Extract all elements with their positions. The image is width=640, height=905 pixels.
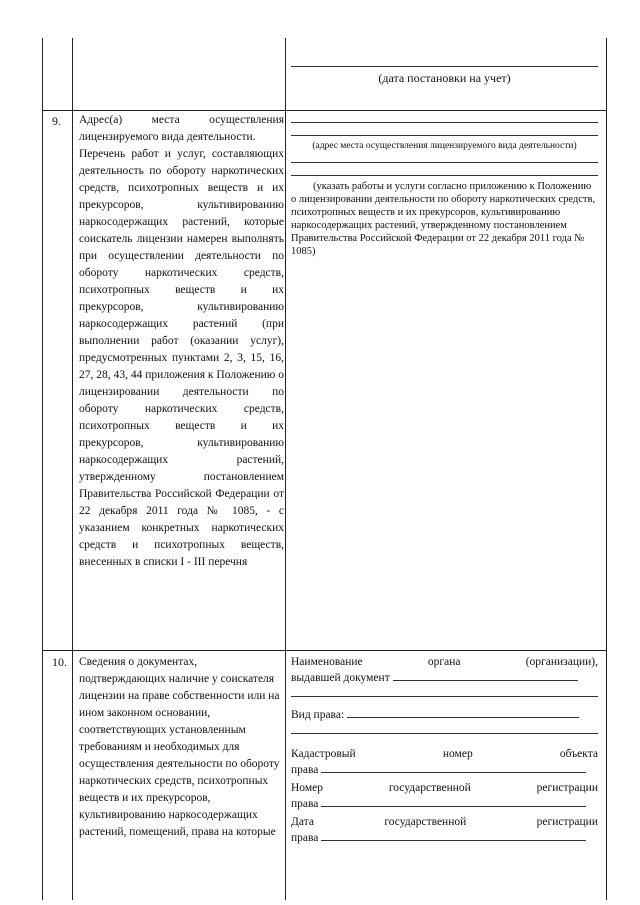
cadastral-number-input[interactable] — [321, 762, 586, 773]
cadastral-word-4: права — [291, 764, 319, 776]
right-type-label: Вид права: — [291, 709, 345, 721]
registration-number-row — [291, 780, 598, 796]
address-label: Адрес(а) места осуществления лицензируемого вида деятельности. — [79, 114, 284, 143]
address-input-line-1[interactable] — [291, 122, 598, 123]
row10-label: Сведения о документах, подтверждающих наличие у соискателя лицензии на праве собственности или на ином законном основании, соответствующих установленным требованиям и необходимых для осуществления деятельности по обороту наркотических средств, психотропных веществ и их прекурсоров, культивированию наркосодержащих растений, помещений, права на которые — [79, 656, 280, 838]
issuing-authority-row-2 — [291, 670, 598, 686]
table-divider-content — [285, 38, 286, 900]
table-border-right — [606, 38, 607, 900]
row-number-10: 10. — [52, 655, 67, 669]
row-divider-top — [42, 110, 607, 111]
registration-number-row-2 — [291, 796, 598, 812]
row-number-9: 9. — [52, 114, 61, 128]
registration-date-row-2 — [291, 830, 598, 846]
registration-number-word-1: Номер — [291, 782, 323, 794]
issuing-authority-word-3: (организации), — [525, 656, 598, 668]
date-registration-field — [291, 66, 598, 86]
row9-label — [79, 112, 284, 571]
row-divider-9-10 — [42, 650, 607, 651]
works-input-line-2[interactable] — [291, 175, 598, 176]
registration-date-word-4: права — [291, 832, 319, 844]
application-form-table — [42, 38, 607, 900]
address-input-line-2[interactable] — [291, 135, 598, 136]
right-type-input[interactable] — [347, 707, 579, 718]
issuing-authority-word-1: Наименование — [291, 656, 363, 668]
date-input-line[interactable] — [291, 66, 598, 67]
registration-date-word-1: Дата — [291, 816, 314, 828]
works-input-line-1[interactable] — [291, 162, 598, 163]
right-type-row — [291, 707, 598, 723]
cadastral-word-3: объекта — [559, 748, 598, 760]
issuing-authority-row — [291, 654, 598, 670]
registration-number-word-2: государственной — [388, 782, 471, 794]
row10-fields — [291, 654, 598, 846]
works-label: Перечень работ и услуг, составляющих деятельность по обороту наркотических средств, психотропных веществ и их прекурсоров, культивированию наркосодержащих растений, которые соискатель лицензии намерен выполнять при осуществлении деятельности по обороту наркотических средств, психотропных веществ и их прекурсоров, культивированию наркосодержащих растений (при выполнении работ (оказании услуг), предусмотренных пунктами 2, 3, 15, 16, 27, 28, 43, 44 приложения к Положению о лицензировании деятельности по обороту наркотических средств, психотропных веществ и их прекурсоров, культивированию наркосодержащих растений, утвержденному постановлением Правительства Российской Федерации от 22 декабря 2011 года № 1085, - с указанием конкретных наркотических средств и психотропных веществ, внесенных в списки I - III перечня — [79, 148, 284, 568]
table-border-left — [42, 38, 43, 900]
registration-date-word-2: государственной — [384, 816, 467, 828]
table-divider-number — [72, 38, 73, 900]
cadastral-word-1: Кадастровый — [291, 748, 356, 760]
works-caption: (указать работы и услуги согласно приложению к Положению о лицензировании деятельности по обороту наркотических средств, психотропных веществ и их прекурсоров, культивированию наркосодержащих растений, утвержденному постановлением Правительства Российской Федерации от 22 декабря 2011 года № 1085) — [291, 181, 596, 257]
registration-date-input[interactable] — [321, 830, 586, 841]
right-type-input-line-2[interactable] — [291, 733, 598, 734]
registration-number-input[interactable] — [321, 796, 586, 807]
registration-date-word-3: регистрации — [536, 816, 598, 828]
issuing-authority-word-2: органа — [427, 656, 461, 668]
cadastral-row — [291, 746, 598, 762]
row9-fields — [291, 122, 598, 258]
address-caption: (адрес места осуществления лицензируемого вида деятельности) — [312, 141, 577, 151]
registration-number-word-4: права — [291, 798, 319, 810]
cadastral-row-2 — [291, 762, 598, 778]
issuing-authority-input-line-2[interactable] — [291, 696, 598, 697]
issuing-authority-word-4: выдавшей документ — [291, 672, 390, 684]
issuing-authority-input[interactable] — [393, 670, 578, 681]
registration-date-row — [291, 814, 598, 830]
date-caption: (дата постановки на учет) — [378, 71, 511, 85]
cadastral-word-2: номер — [442, 748, 473, 760]
registration-number-word-3: регистрации — [536, 782, 598, 794]
